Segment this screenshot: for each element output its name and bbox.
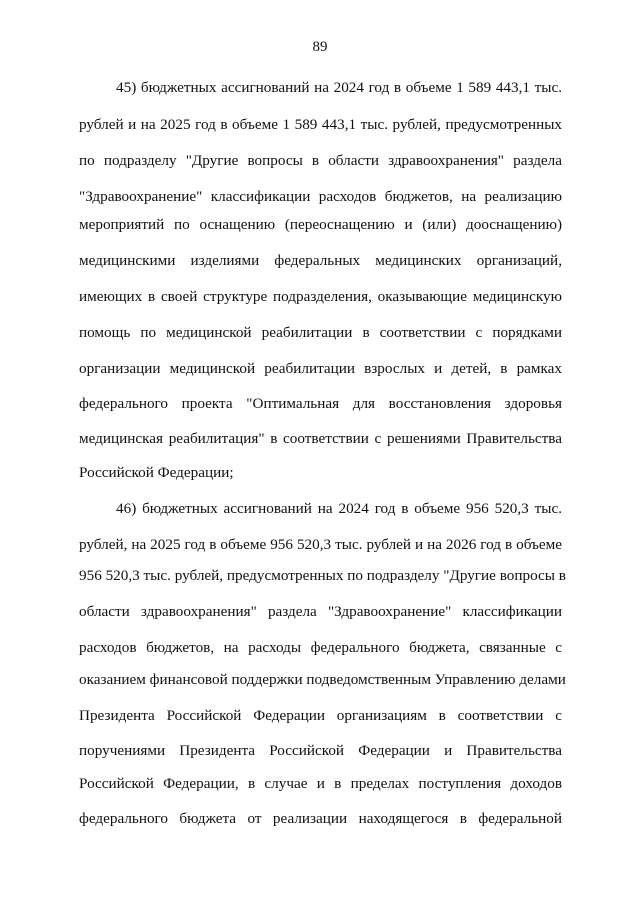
text-line: 46) бюджетных ассигнований на 2024 год в объеме 956 520,3 тыс.	[116, 500, 562, 517]
text-line: по подразделу "Другие вопросы в области здравоохранения" раздела	[79, 152, 562, 169]
text-line: Российской Федерации;	[79, 464, 234, 481]
text-line: федерального бюджета от реализации находящегося в федеральной	[79, 810, 562, 827]
text-line: мероприятий по оснащению (переоснащению и (или) дооснащению)	[79, 216, 562, 233]
text-line: медицинскими изделиями федеральных медицинских организаций,	[79, 252, 562, 269]
text-line: Президента Российской Федерации организациям в соответствии с	[79, 707, 562, 724]
page-number: 89	[312, 39, 328, 55]
text-line: 45) бюджетных ассигнований на 2024 год в объеме 1 589 443,1 тыс.	[116, 79, 562, 96]
text-line: расходов бюджетов, на расходы федерального бюджета, связанные с	[79, 639, 562, 656]
text-line: оказанием финансовой поддержки подведомственным Управлению делами	[79, 671, 566, 688]
text-line: рублей, на 2025 год в объеме 956 520,3 тыс. рублей и на 2026 год в объеме	[79, 536, 562, 553]
text-line: 956 520,3 тыс. рублей, предусмотренных по подразделу "Другие вопросы в	[79, 567, 566, 584]
text-line: Российской Федерации, в случае и в пределах поступления доходов	[79, 775, 562, 792]
text-line: организации медицинской реабилитации взрослых и детей, в рамках	[79, 360, 562, 377]
text-line: рублей и на 2025 год в объеме 1 589 443,1 тыс. рублей, предусмотренных	[79, 116, 562, 133]
text-line: помощь по медицинской реабилитации в соответствии с порядками	[79, 324, 562, 341]
text-line: федерального проекта "Оптимальная для восстановления здоровья	[79, 395, 562, 412]
text-line: области здравоохранения" раздела "Здравоохранение" классификации	[79, 603, 562, 620]
text-line: "Здравоохранение" классификации расходов бюджетов, на реализацию	[79, 188, 562, 205]
text-line: поручениями Президента Российской Федерации и Правительства	[79, 742, 562, 759]
text-line: имеющих в своей структуре подразделения, оказывающие медицинскую	[79, 288, 562, 305]
text-line: медицинская реабилитация" в соответствии с решениями Правительства	[79, 430, 562, 447]
